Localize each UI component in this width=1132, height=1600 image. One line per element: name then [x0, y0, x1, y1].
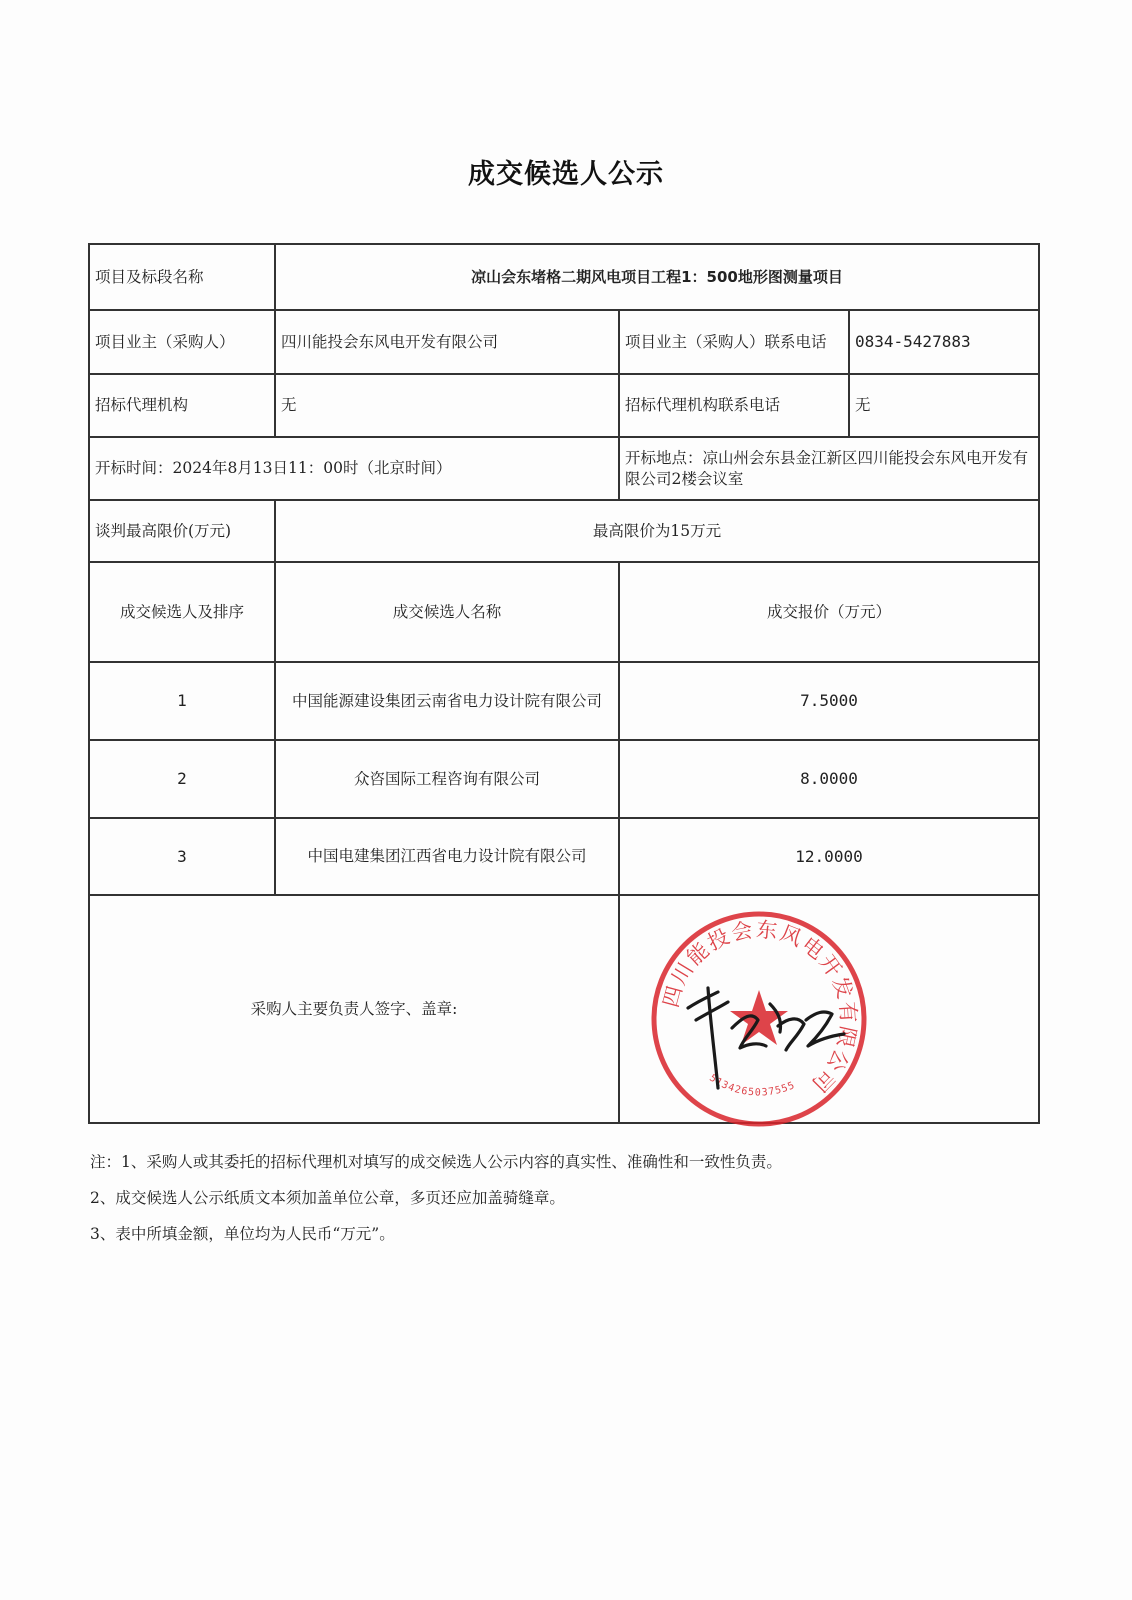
- candidate-price: 12.0000: [619, 818, 1039, 895]
- agency-phone-label: 招标代理机构联系电话: [619, 374, 849, 437]
- candidate-name: 中国能源建设集团云南省电力设计院有限公司: [275, 662, 619, 740]
- candidate-name: 中国电建集团江西省电力设计院有限公司: [275, 818, 619, 895]
- header-price: 成交报价（万元）: [619, 562, 1039, 662]
- max-price-label: 谈判最高限价(万元): [89, 500, 275, 562]
- candidate-table: [88, 243, 1040, 1124]
- note-line: 注：1、采购人或其委托的招标代理机对填写的成交候选人公示内容的真实性、准确性和一致性负责。: [90, 1153, 782, 1171]
- owner-label: 项目业主（采购人）: [89, 310, 275, 374]
- agency-phone-value: 无: [849, 374, 1039, 437]
- open-place: 开标地点：凉山州会东县金江新区四川能投会东风电开发有限公司2楼会议室: [619, 437, 1039, 500]
- project-row: [89, 244, 1039, 310]
- project-value: 凉山会东堵格二期风电项目工程1：500地形图测量项目: [275, 244, 1039, 310]
- open-time: 开标时间：2024年8月13日11：00时（北京时间）: [89, 437, 619, 500]
- candidate-name: 众咨国际工程咨询有限公司: [275, 740, 619, 818]
- official-seal-stamp: [648, 908, 870, 1130]
- signature-label: 采购人主要负责人签字、盖章:: [89, 895, 619, 1123]
- max-price-row: [89, 500, 1039, 562]
- candidate-row: [89, 818, 1039, 895]
- candidate-rank: 1: [89, 662, 275, 740]
- header-name: 成交候选人名称: [275, 562, 619, 662]
- max-price-value: 最高限价为15万元: [275, 500, 1039, 562]
- candidate-price: 8.0000: [619, 740, 1039, 818]
- candidate-rank: 2: [89, 740, 275, 818]
- owner-row: [89, 310, 1039, 374]
- candidate-row: [89, 740, 1039, 818]
- owner-phone-label: 项目业主（采购人）联系电话: [619, 310, 849, 374]
- note-line: 2、成交候选人公示纸质文本须加盖单位公章，多页还应加盖骑缝章。: [90, 1189, 565, 1207]
- project-label: 项目及标段名称: [89, 244, 275, 310]
- header-rank: 成交候选人及排序: [89, 562, 275, 662]
- agency-value: 无: [275, 374, 619, 437]
- candidate-rank: 3: [89, 818, 275, 895]
- notes-section: [90, 1144, 1050, 1252]
- agency-row: [89, 374, 1039, 437]
- svg-text:5134265037555: [707, 1073, 797, 1099]
- candidate-row: [89, 662, 1039, 740]
- candidate-header-row: [89, 562, 1039, 662]
- seal-number: 5134265037555: [707, 1072, 797, 1099]
- seal-text: 四川能投会东风电开发有限公司: [658, 917, 861, 1098]
- signature-row: [89, 895, 1039, 1123]
- owner-value: 四川能投会东风电开发有限公司: [275, 310, 619, 374]
- note-line: 3、表中所填金额，单位均为人民币“万元”。: [90, 1225, 395, 1243]
- candidate-price: 7.5000: [619, 662, 1039, 740]
- agency-label: 招标代理机构: [89, 374, 275, 437]
- opening-row: [89, 437, 1039, 500]
- owner-phone-value: 0834-5427883: [849, 310, 1039, 374]
- page-title: 成交候选人公示: [468, 159, 664, 190]
